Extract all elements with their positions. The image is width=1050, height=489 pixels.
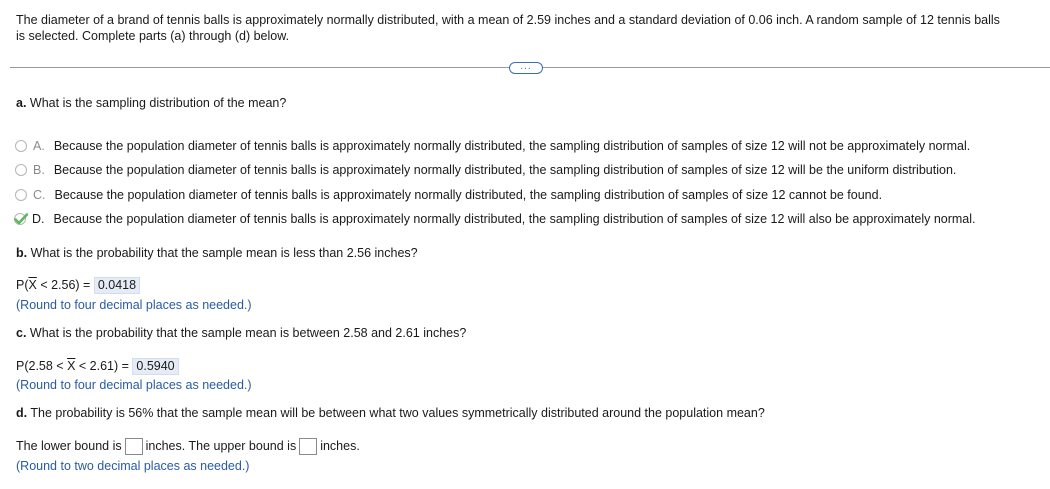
problem-line-2: is selected. Complete parts (a) through (d) below. [16,29,290,43]
option-d[interactable] [15,211,976,227]
part-c-expr-suffix: < 2.61) = [75,359,133,373]
lower-bound-input[interactable] [125,438,143,455]
part-d-lower-text: The lower bound is [16,439,122,453]
part-d-question [16,406,765,420]
part-a-label: a. [16,96,27,110]
option-d-text: Because the population diameter of tennis balls is approximately normally distributed, the sampling distribution of samples of size 12 will also be approximately normal. [53,212,976,226]
part-b-rounding-note: (Round to four decimal places as needed.) [16,298,252,312]
part-d-rounding-note: (Round to two decimal places as needed.) [16,459,250,473]
radio-b[interactable] [15,164,27,176]
option-a[interactable] [15,138,970,154]
expand-more-button[interactable]: ... [509,62,543,74]
radio-a[interactable] [15,140,27,152]
part-d-end-text: inches. [320,439,360,453]
part-c-expression [16,358,179,375]
option-d-letter: D. [32,212,45,226]
option-a-text: Because the population diameter of tennis balls is approximately normally distributed, the sampling distribution of samples of size 12 will not be approximately normal. [53,139,971,153]
part-b-expr-prefix: P( [16,278,29,292]
part-b-expression [16,277,140,294]
part-c-rounding-note: (Round to four decimal places as needed.) [16,378,252,392]
option-c-text: Because the population diameter of tennis balls is approximately normally distributed, the sampling distribution of samples of size 12 cannot be found. [54,188,883,202]
part-b-question [16,246,418,260]
part-c-xbar: $\overline{X}$ [67,359,76,373]
option-c[interactable] [15,187,882,203]
part-c-answer[interactable]: 0.5940 [132,358,178,375]
problem-statement [16,12,1000,44]
option-b-letter: B. [33,163,45,177]
part-b-answer[interactable]: 0.0418 [94,277,140,294]
problem-line-1: The diameter of a brand of tennis balls is approximately normally distributed, with a mean of 2.59 inches and a standard deviation of 0.06 inch. A random sample of 12 tennis balls [16,13,1000,27]
part-c-question-text: What is the probability that the sample mean is between 2.58 and 2.61 inches? [29,326,467,340]
option-b-text: Because the population diameter of tennis balls is approximately normally distributed, the sampling distribution of samples of size 12 will be the uniform distribution. [53,163,957,177]
option-b[interactable] [15,162,956,178]
part-b-label: b. [16,246,28,260]
part-c-label: c. [16,326,27,340]
part-a-question-text: What is the sampling distribution of the mean? [29,96,287,110]
part-c-question [16,326,466,340]
part-d-answer-line [16,437,360,456]
part-c-expr-prefix: P(2.58 < [16,359,68,373]
part-b-question-text: What is the probability that the sample mean is less than 2.56 inches? [30,246,418,260]
option-c-letter: C. [33,188,46,202]
radio-c[interactable] [15,189,27,201]
part-d-label: d. [16,406,28,420]
upper-bound-input[interactable] [299,438,317,455]
part-b-expr-suffix: < 2.56) = [36,278,94,292]
part-b-xbar: $\overline{X}$ [28,278,37,292]
check-icon[interactable] [14,212,28,226]
part-a-question [16,96,286,110]
part-d-middle-text: inches. The upper bound is [145,439,297,453]
option-a-letter: A. [33,139,45,153]
part-d-question-text: The probability is 56% that the sample mean will be between what two values symmetrically distributed around the population mean? [30,406,765,420]
